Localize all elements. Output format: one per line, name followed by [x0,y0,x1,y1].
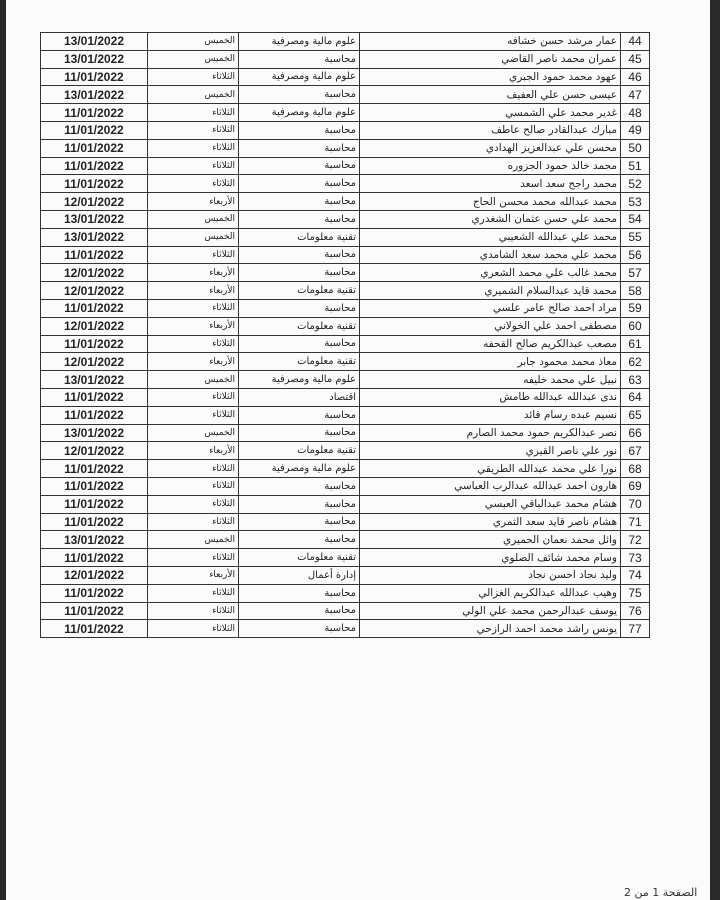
table-row [41,282,650,300]
department-cell: محاسبة [239,246,360,264]
table-row [41,584,650,602]
date-cell: 13/01/2022 [41,86,148,104]
day-cell: الثلاثاء [148,602,239,620]
date-cell: 11/01/2022 [41,157,148,175]
date-cell: 11/01/2022 [41,495,148,513]
department-cell: تقنية معلومات [239,442,360,460]
department-cell: محاسبة [239,495,360,513]
department-cell: محاسبة [239,139,360,157]
date-cell: 11/01/2022 [41,299,148,317]
date-cell: 12/01/2022 [41,442,148,460]
date-cell: 13/01/2022 [41,371,148,389]
day-cell: الثلاثاء [148,406,239,424]
date-cell: 11/01/2022 [41,513,148,531]
page-footer: الصفحة 1 من 2 [624,886,698,899]
row-number-cell: 70 [621,495,650,513]
date-cell: 12/01/2022 [41,353,148,371]
student-name-cell: عمران محمد ناصر القاضي [360,50,621,68]
date-cell: 12/01/2022 [41,566,148,584]
table-row [41,513,650,531]
student-name-cell: هشام ناصر قايد سعد الثمري [360,513,621,531]
department-cell: محاسبة [239,299,360,317]
table-row [41,371,650,389]
row-number-cell: 61 [621,335,650,353]
table-row [41,210,650,228]
table-row [41,566,650,584]
row-number-cell: 59 [621,299,650,317]
row-number-cell: 60 [621,317,650,335]
student-name-cell: وهيب عبدالله عبدالكريم الغزالي [360,584,621,602]
day-cell: الثلاثاء [148,549,239,567]
department-cell: علوم مالية ومصرفية [239,371,360,389]
row-number-cell: 71 [621,513,650,531]
day-cell: الخميس [148,50,239,68]
date-cell: 11/01/2022 [41,602,148,620]
department-cell: تقنية معلومات [239,228,360,246]
department-cell: تقنية معلومات [239,353,360,371]
department-cell: محاسبة [239,50,360,68]
day-cell: الأربعاء [148,193,239,211]
student-name-cell: نور علي ناصر القيري [360,442,621,460]
table-row [41,388,650,406]
department-cell: محاسبة [239,193,360,211]
date-cell: 11/01/2022 [41,104,148,122]
row-number-cell: 50 [621,139,650,157]
table-row [41,121,650,139]
student-name-cell: مصعب عبدالكريم صالح القحفه [360,335,621,353]
day-cell: الأربعاء [148,282,239,300]
table-row [41,442,650,460]
row-number-cell: 75 [621,584,650,602]
date-cell: 11/01/2022 [41,388,148,406]
day-cell: الثلاثاء [148,157,239,175]
day-cell: الأربعاء [148,442,239,460]
student-name-cell: محمد علي عبدالله الشعيبي [360,228,621,246]
department-cell: محاسبة [239,175,360,193]
row-number-cell: 54 [621,210,650,228]
department-cell: محاسبة [239,513,360,531]
row-number-cell: 47 [621,86,650,104]
day-cell: الثلاثاء [148,620,239,638]
row-number-cell: 77 [621,620,650,638]
row-number-cell: 76 [621,602,650,620]
row-number-cell: 57 [621,264,650,282]
student-name-cell: مصطفى احمد علي الخولاني [360,317,621,335]
department-cell: تقنية معلومات [239,549,360,567]
department-cell: محاسبة [239,406,360,424]
department-cell: إدارة أعمال [239,566,360,584]
date-cell: 11/01/2022 [41,460,148,478]
student-name-cell: وسام محمد شائف الصلوي [360,549,621,567]
student-name-cell: غدير محمد علي الشمسي [360,104,621,122]
row-number-cell: 48 [621,104,650,122]
student-name-cell: عمار مرشد حسن خشافه [360,33,621,51]
row-number-cell: 46 [621,68,650,86]
table-row [41,317,650,335]
student-name-cell: وليد نجاد احسن نجاد [360,566,621,584]
table-row [41,406,650,424]
date-cell: 11/01/2022 [41,335,148,353]
row-number-cell: 49 [621,121,650,139]
date-cell: 11/01/2022 [41,121,148,139]
table-row [41,33,650,51]
day-cell: الأربعاء [148,353,239,371]
student-name-cell: محسن علي عبدالعزيز الهدادي [360,139,621,157]
date-cell: 11/01/2022 [41,549,148,567]
table-row [41,620,650,638]
department-cell: علوم مالية ومصرفية [239,104,360,122]
department-cell: علوم مالية ومصرفية [239,460,360,478]
date-cell: 13/01/2022 [41,228,148,246]
table-row [41,353,650,371]
student-name-cell: محمد علي محمد سعد الشامدي [360,246,621,264]
row-number-cell: 52 [621,175,650,193]
student-name-cell: محمد علي حسن عثمان الشغدري [360,210,621,228]
student-name-cell: هارون احمد عبدالله عبدالرب العباسي [360,477,621,495]
department-cell: محاسبة [239,335,360,353]
date-cell: 12/01/2022 [41,282,148,300]
date-cell: 12/01/2022 [41,317,148,335]
row-number-cell: 51 [621,157,650,175]
date-cell: 11/01/2022 [41,246,148,264]
student-name-cell: هشام محمد عبدالباقي العبسي [360,495,621,513]
table-row [41,50,650,68]
row-number-cell: 69 [621,477,650,495]
table-row [41,228,650,246]
row-number-cell: 64 [621,388,650,406]
table-row [41,602,650,620]
day-cell: الخميس [148,228,239,246]
student-name-cell: محمد خالد حمود الجزوره [360,157,621,175]
department-cell: محاسبة [239,477,360,495]
student-name-cell: محمد راجح سعد اسعد [360,175,621,193]
department-cell: محاسبة [239,584,360,602]
table-row [41,424,650,442]
table-row [41,299,650,317]
roster-table [40,32,650,638]
department-cell: تقنية معلومات [239,282,360,300]
row-number-cell: 45 [621,50,650,68]
row-number-cell: 56 [621,246,650,264]
student-name-cell: معاذ محمد محمود جابر [360,353,621,371]
department-cell: محاسبة [239,264,360,282]
date-cell: 13/01/2022 [41,50,148,68]
day-cell: الأربعاء [148,264,239,282]
day-cell: الثلاثاء [148,246,239,264]
day-cell: الثلاثاء [148,477,239,495]
day-cell: الأربعاء [148,317,239,335]
row-number-cell: 66 [621,424,650,442]
date-cell: 13/01/2022 [41,33,148,51]
day-cell: الثلاثاء [148,388,239,406]
row-number-cell: 67 [621,442,650,460]
date-cell: 11/01/2022 [41,68,148,86]
student-name-cell: نصر عبدالكريم حمود محمد الصارم [360,424,621,442]
student-name-cell: يوسف عبدالرحمن محمد علي الولي [360,602,621,620]
department-cell: محاسبة [239,424,360,442]
day-cell: الثلاثاء [148,139,239,157]
table-row [41,335,650,353]
department-cell: محاسبة [239,121,360,139]
date-cell: 11/01/2022 [41,175,148,193]
student-name-cell: وائل محمد نعمان الحميري [360,531,621,549]
department-cell: محاسبة [239,531,360,549]
department-cell: محاسبة [239,157,360,175]
row-number-cell: 63 [621,371,650,389]
row-number-cell: 62 [621,353,650,371]
date-cell: 13/01/2022 [41,210,148,228]
table-row [41,68,650,86]
day-cell: الأربعاء [148,566,239,584]
table-row [41,157,650,175]
table-row [41,460,650,478]
department-cell: علوم مالية ومصرفية [239,68,360,86]
row-number-cell: 55 [621,228,650,246]
date-cell: 11/01/2022 [41,406,148,424]
row-number-cell: 58 [621,282,650,300]
student-name-cell: ندى عبدالله عبدالله طامش [360,388,621,406]
day-cell: الثلاثاء [148,335,239,353]
day-cell: الخميس [148,86,239,104]
day-cell: الثلاثاء [148,513,239,531]
date-cell: 11/01/2022 [41,139,148,157]
department-cell: محاسبة [239,602,360,620]
student-name-cell: محمد غالب علي محمد الشعري [360,264,621,282]
department-cell: تقنية معلومات [239,317,360,335]
day-cell: الخميس [148,531,239,549]
day-cell: الثلاثاء [148,175,239,193]
student-name-cell: نبيل علي محمد خليفه [360,371,621,389]
table-row [41,246,650,264]
student-name-cell: يونس راشد محمد احمد الرازحي [360,620,621,638]
department-cell: محاسبة [239,86,360,104]
day-cell: الثلاثاء [148,121,239,139]
student-name-cell: عيسى حسن علي العفيف [360,86,621,104]
row-number-cell: 44 [621,33,650,51]
day-cell: الثلاثاء [148,495,239,513]
department-cell: محاسبة [239,210,360,228]
table-row [41,175,650,193]
table-row [41,86,650,104]
row-number-cell: 65 [621,406,650,424]
day-cell: الثلاثاء [148,68,239,86]
date-cell: 12/01/2022 [41,193,148,211]
table-row [41,264,650,282]
date-cell: 13/01/2022 [41,424,148,442]
department-cell: علوم مالية ومصرفية [239,33,360,51]
row-number-cell: 68 [621,460,650,478]
table-row [41,549,650,567]
department-cell: اقتصاد [239,388,360,406]
date-cell: 11/01/2022 [41,584,148,602]
department-cell: محاسبة [239,620,360,638]
day-cell: الخميس [148,424,239,442]
day-cell: الخميس [148,210,239,228]
row-number-cell: 53 [621,193,650,211]
roster-table-body [41,33,650,638]
student-name-cell: مراد احمد صالح عامر علسي [360,299,621,317]
day-cell: الخميس [148,33,239,51]
table-row [41,531,650,549]
student-name-cell: محمد عبدالله محمد محسن الحاج [360,193,621,211]
day-cell: الخميس [148,371,239,389]
row-number-cell: 73 [621,549,650,567]
table-row [41,193,650,211]
row-number-cell: 72 [621,531,650,549]
day-cell: الثلاثاء [148,104,239,122]
student-name-cell: محمد قايد عبدالسلام الشميري [360,282,621,300]
student-name-cell: مبارك عبدالقادر صالح عاطف [360,121,621,139]
document-page [6,0,710,900]
date-cell: 11/01/2022 [41,620,148,638]
student-name-cell: نسيم عبده رسام قائد [360,406,621,424]
date-cell: 13/01/2022 [41,531,148,549]
table-row [41,104,650,122]
date-cell: 12/01/2022 [41,264,148,282]
table-row [41,139,650,157]
day-cell: الثلاثاء [148,299,239,317]
day-cell: الثلاثاء [148,460,239,478]
student-name-cell: نورا علي محمد عبدالله الطريقي [360,460,621,478]
table-row [41,495,650,513]
row-number-cell: 74 [621,566,650,584]
student-name-cell: عهود محمد حمود الجبري [360,68,621,86]
table-row [41,477,650,495]
date-cell: 11/01/2022 [41,477,148,495]
day-cell: الثلاثاء [148,584,239,602]
